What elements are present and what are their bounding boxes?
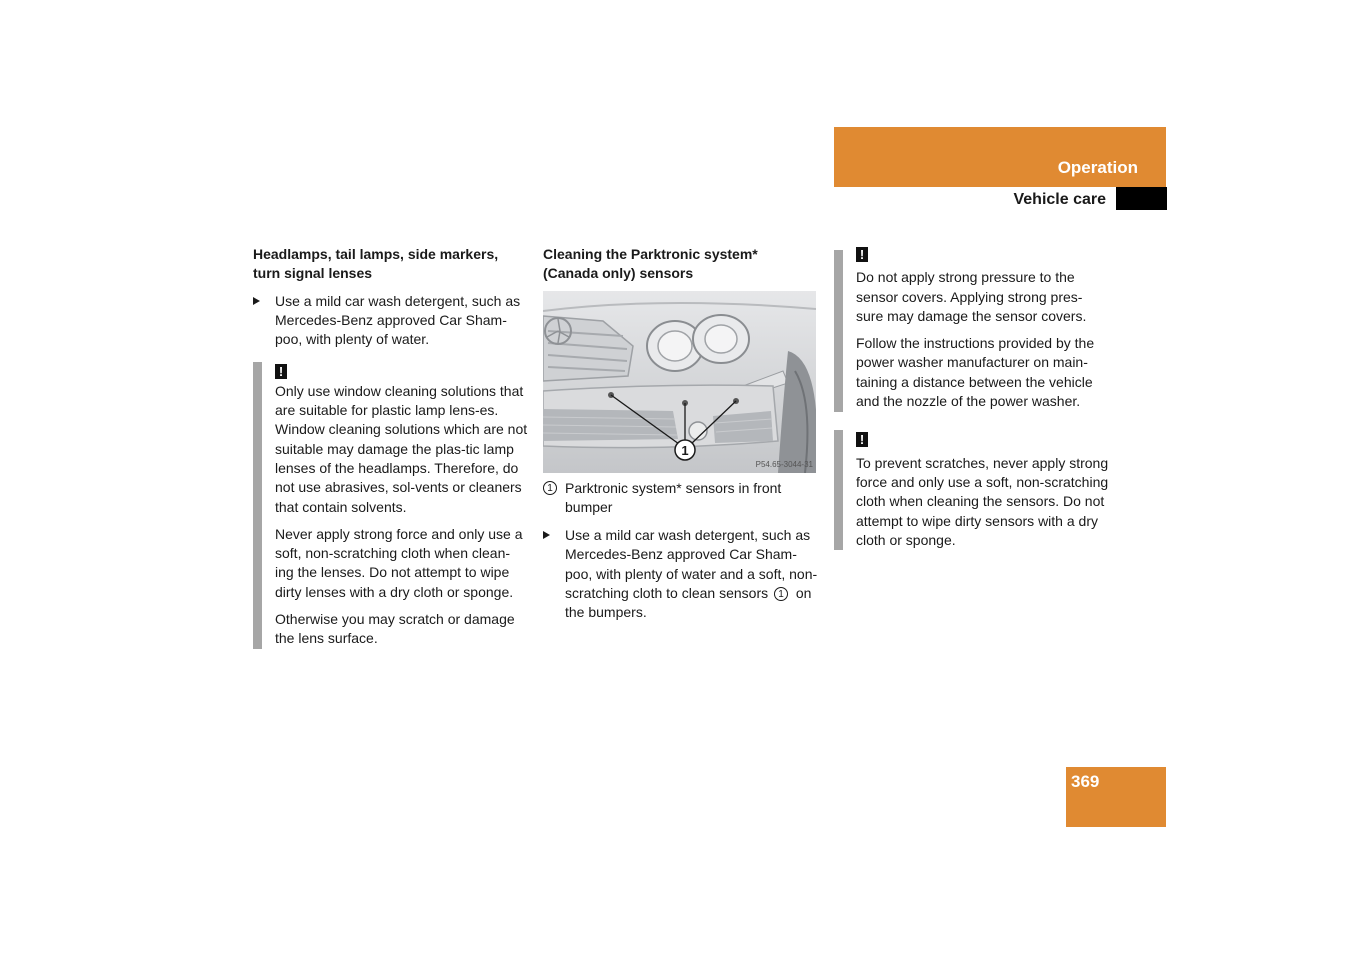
- header-tab-marker: [1116, 187, 1167, 210]
- left-column: [253, 245, 528, 649]
- warning-icon: !: [856, 247, 868, 262]
- middle-column: [543, 245, 818, 623]
- warning-icon: !: [275, 364, 287, 379]
- page-number-box: [1066, 767, 1166, 827]
- figure-caption: 1 Parktronic system* sensors in front bumper: [543, 479, 818, 518]
- callout-number: 1: [681, 442, 689, 458]
- warning-note: [253, 362, 528, 648]
- note-bar: [253, 362, 262, 648]
- section-title: Operation: [1057, 158, 1138, 177]
- page-number: 369: [1071, 772, 1100, 791]
- subsection-title: Vehicle care: [1013, 191, 1106, 208]
- note-paragraph: Do not apply strong pressure to the sensor covers. Applying strong pres-sure may damage the sensor covers.: [856, 269, 1087, 324]
- figure-code: P54.65-3044-31: [755, 459, 813, 469]
- note-paragraph: Follow the instructions provided by the power washer manufacturer on main-taining a distance between the vehicle and the nozzle of the power washer.: [856, 335, 1095, 410]
- warning-note: [834, 430, 1109, 550]
- note-bar: [834, 250, 843, 412]
- bullet-arrow-icon: [253, 297, 260, 305]
- note-paragraph: To prevent scratches, never apply strong force and only use a soft, non-scratching cloth when cleaning the sensors. Do not attempt to wipe dirty sensors with a dry cloth or sponge.: [856, 454, 1109, 548]
- instruction-bullet: Use a mild car wash detergent, such as Mercedes-Benz approved Car Sham-poo, with plenty of water and a soft, non-scratching cloth to clean sensors 1 on the bumpers.: [543, 526, 818, 622]
- heading-parktronic: Cleaning the Parktronic system* (Canada only) sensors: [543, 246, 758, 282]
- note-paragraph: Only use window cleaning solutions that are suitable for plastic lamp lens-es. Window cleaning solutions which are not suitable may damage the plas-tic lamp lenses of the headlamps. Therefore, do not use abrasives, sol-vents or cleaners that contain solvents.: [275, 382, 528, 515]
- caption-number-icon: 1: [543, 481, 557, 495]
- note-bar: [834, 430, 843, 550]
- instruction-bullet: Use a mild car wash detergent, such as Mercedes-Benz approved Car Sham-poo, with plenty of water.: [253, 292, 528, 350]
- car-front-illustration: [543, 291, 816, 473]
- bumper-sensor-figure: [543, 291, 816, 473]
- sensor-number-icon: 1: [774, 587, 788, 601]
- warning-note: [834, 245, 1109, 412]
- right-column: [834, 245, 1109, 550]
- note-paragraph: Otherwise you may scratch or damage the lens surface.: [275, 611, 515, 647]
- heading-lamps: Headlamps, tail lamps, side markers, turn signal lenses: [253, 246, 499, 282]
- bullet-arrow-icon: [543, 531, 550, 539]
- warning-icon: !: [856, 432, 868, 447]
- section-header: [834, 127, 1166, 187]
- note-paragraph: Never apply strong force and only use a soft, non-scratching cloth when clean-ing the lenses. Do not attempt to wipe dirty lenses with a dry cloth or sponge.: [275, 525, 523, 600]
